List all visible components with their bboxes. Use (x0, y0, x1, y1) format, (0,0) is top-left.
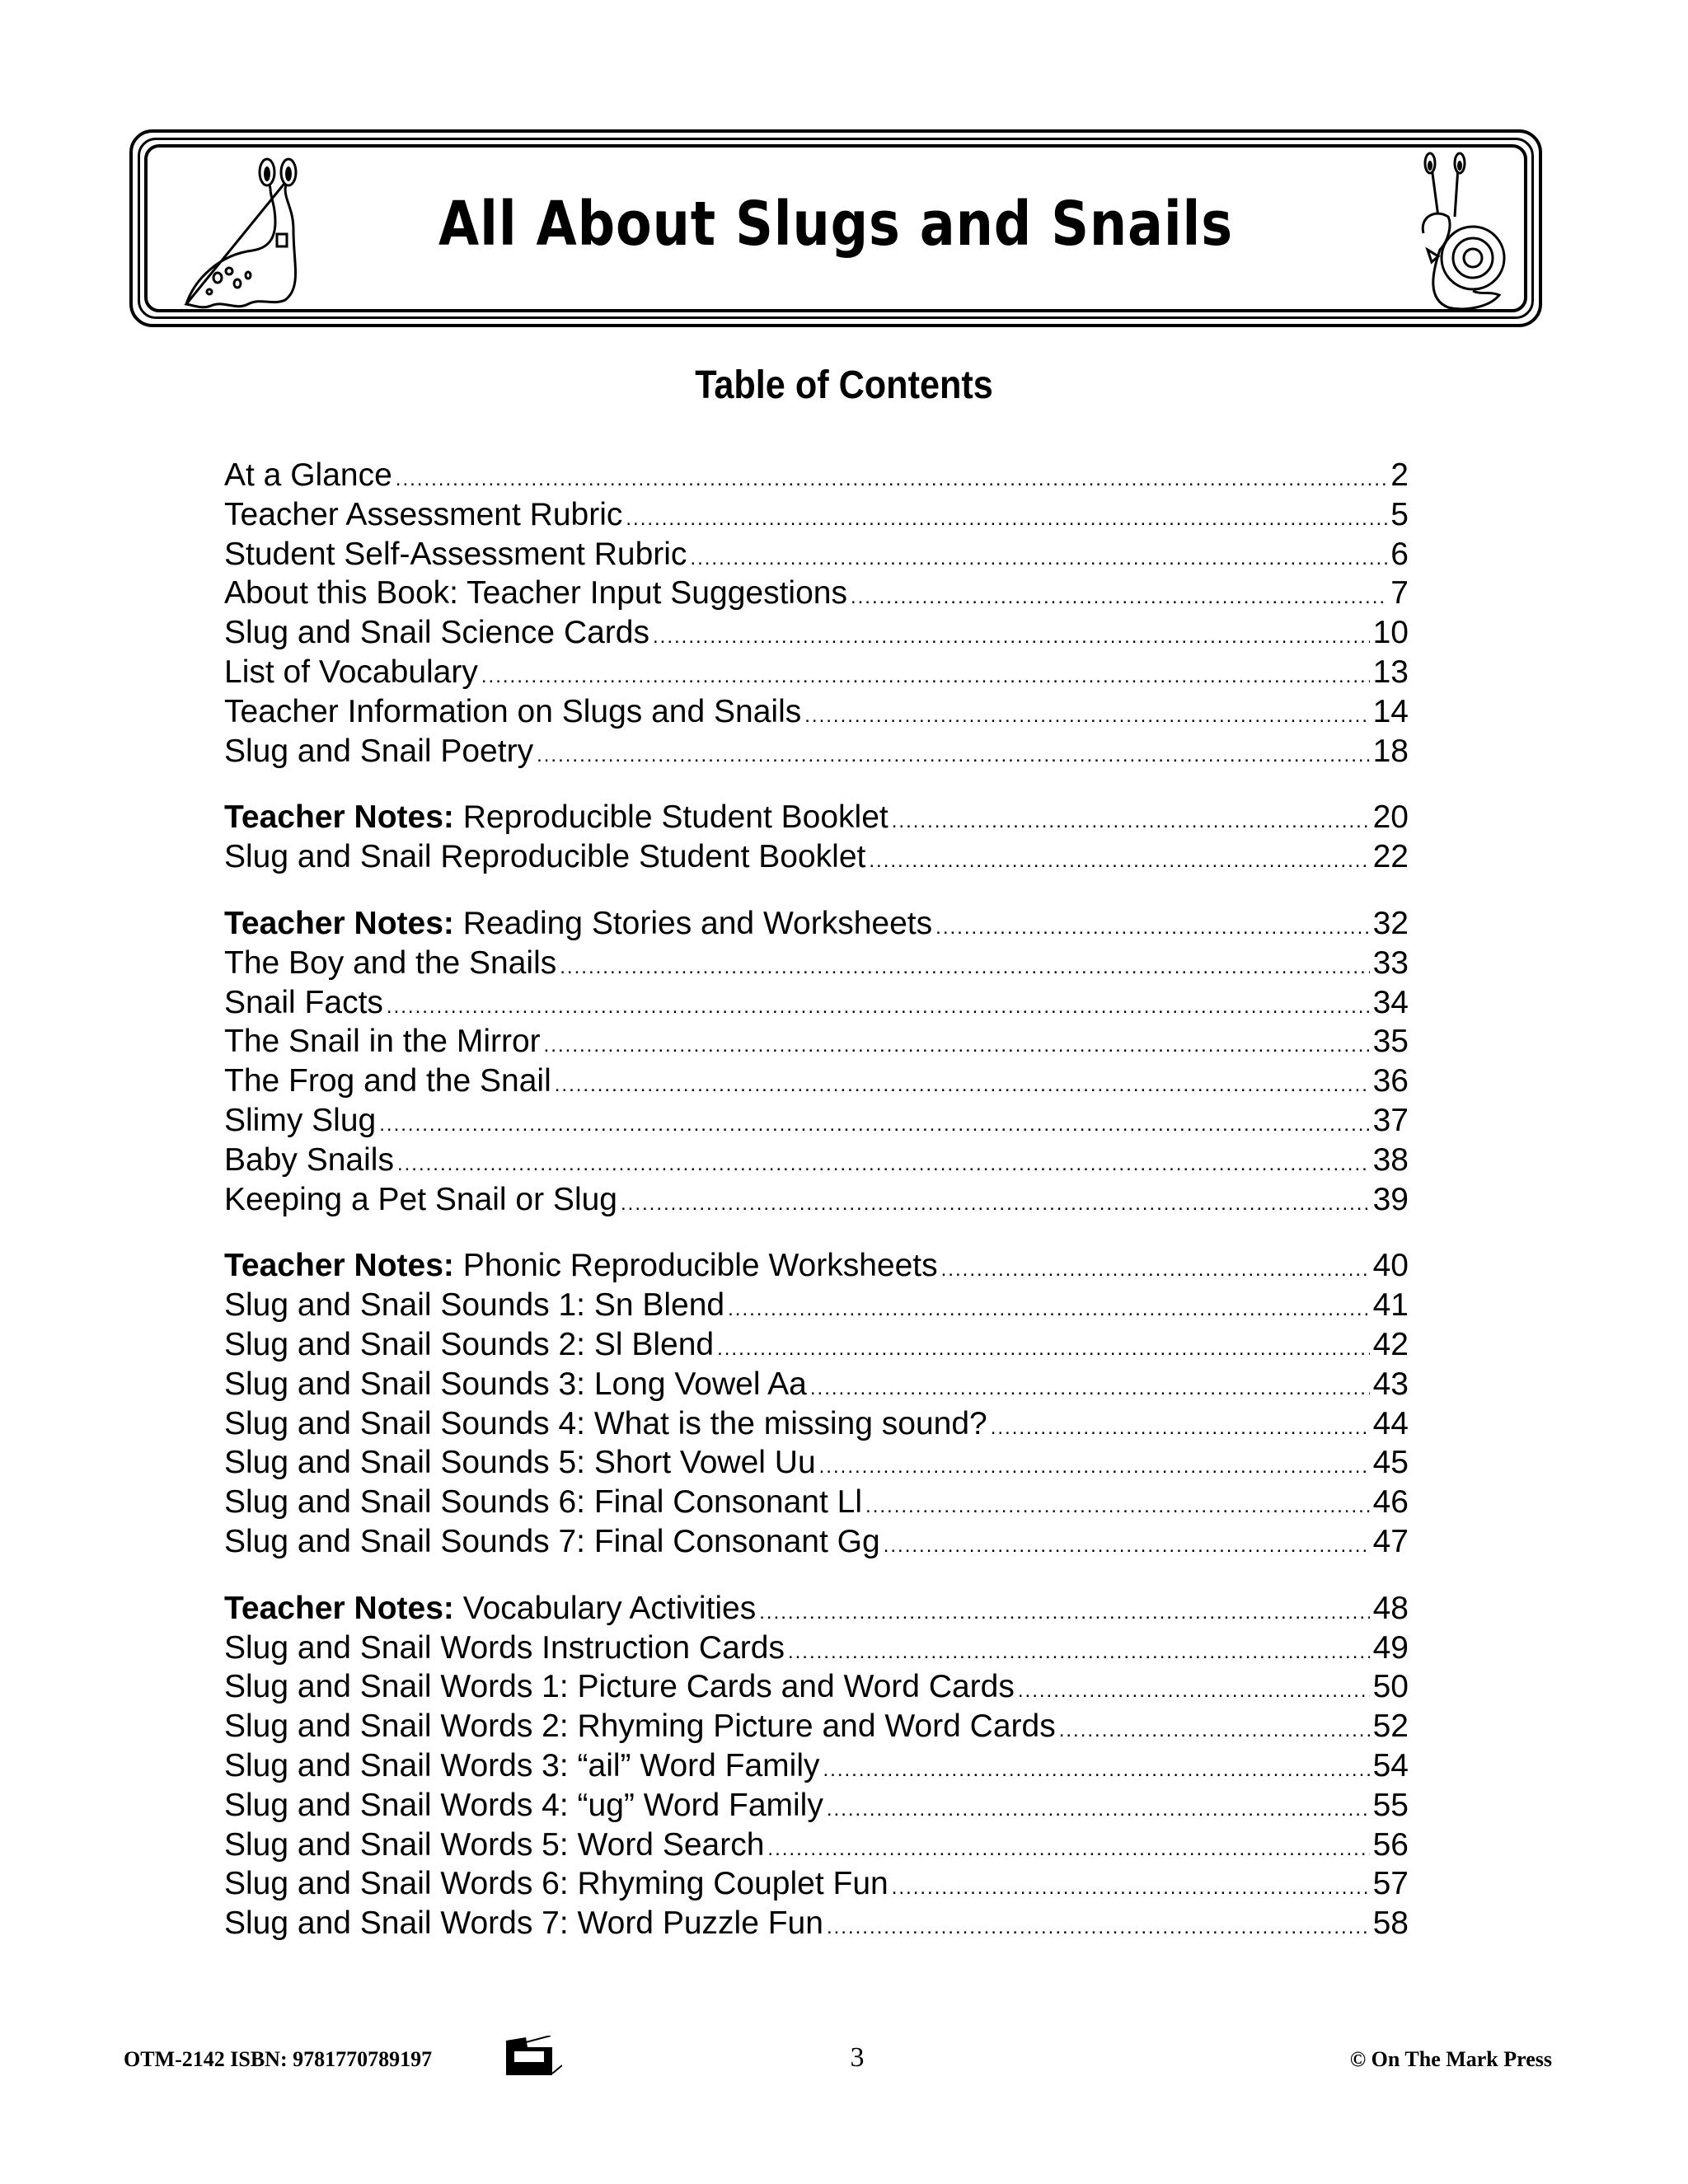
dot-leader (892, 1877, 1370, 1900)
toc-entry-page: 34 (1372, 984, 1409, 1020)
dot-leader (767, 1838, 1369, 1861)
dot-leader (827, 1798, 1370, 1821)
dot-leader (560, 956, 1369, 979)
toc-entry-label: Slug and Snail Words 5: Word Search (224, 1826, 765, 1863)
dot-leader (537, 744, 1370, 767)
toc-entry-page: 58 (1372, 1905, 1409, 1942)
product-code-isbn: OTM-2142 ISBN: 9781770789197 (124, 2047, 433, 2071)
toc-entry-page: 54 (1372, 1747, 1409, 1783)
dot-leader (544, 1034, 1370, 1057)
toc-entry-page: 33 (1372, 944, 1409, 981)
toc-group-overview (224, 457, 1409, 772)
toc-entry-label: Slug and Snail Words 6: Rhyming Couplet Fun (224, 1866, 889, 1902)
toc-entry[interactable] (224, 985, 1409, 1024)
toc-entry[interactable] (224, 906, 1409, 945)
dot-leader (819, 1455, 1370, 1479)
toc-entry-label: List of Vocabulary (224, 654, 478, 690)
toc-entry-label-wrap (224, 1248, 938, 1284)
toc-entry-page: 55 (1372, 1787, 1409, 1823)
title-banner (129, 129, 1542, 327)
dot-leader (626, 508, 1387, 531)
dot-leader (396, 468, 1388, 491)
toc-entry-label: Slug and Snail Poetry (224, 733, 534, 769)
toc-entry[interactable] (224, 1182, 1409, 1221)
toc-entry[interactable] (224, 1327, 1409, 1366)
page-number: 3 (850, 2042, 865, 2073)
toc-group-vocabulary (224, 1591, 1409, 1945)
toc-entry-label: Slug and Snail Words 7: Word Puzzle Fun (224, 1905, 823, 1942)
toc-entry-label: Student Self-Assessment Rubric (224, 536, 687, 572)
toc-entry-page: 5 (1390, 496, 1409, 532)
toc-entry-page: 36 (1372, 1063, 1409, 1099)
photocopier-icon (504, 2036, 562, 2075)
toc-entry-label: Slug and Snail Reproducible Student Booklet (224, 839, 866, 875)
toc-entry-label: Reproducible Student Booklet (462, 799, 889, 836)
toc-entry[interactable] (224, 1248, 1409, 1287)
dot-leader (481, 665, 1370, 688)
toc-entry[interactable] (224, 733, 1409, 773)
dot-leader (653, 626, 1370, 649)
toc-entry-page: 13 (1372, 654, 1409, 690)
toc-entry[interactable] (224, 1591, 1409, 1630)
dot-leader (991, 1417, 1370, 1440)
teacher-notes-prefix: Teacher Notes: (224, 799, 454, 836)
toc-entry-page: 32 (1372, 905, 1409, 941)
page-footer (124, 2036, 1552, 2077)
toc-entry-label: The Frog and the Snail (224, 1063, 551, 1099)
toc-entry-label: Slug and Snail Words 1: Picture Cards and Word Cards (224, 1669, 1015, 1705)
toc-entry-page: 41 (1372, 1287, 1409, 1324)
toc-entry-label: Snail Facts (224, 984, 383, 1020)
toc-entry-page: 18 (1372, 733, 1409, 769)
toc-entry[interactable] (224, 1287, 1409, 1327)
dot-leader (865, 1495, 1370, 1518)
toc-entry-page: 45 (1372, 1445, 1409, 1481)
toc-entry[interactable] (224, 1788, 1409, 1827)
toc-entry-page: 44 (1372, 1405, 1409, 1441)
toc-entry-page: 57 (1372, 1866, 1409, 1902)
dot-leader (379, 1113, 1369, 1137)
toc-entry-page: 50 (1372, 1669, 1409, 1705)
toc-entry-label: The Boy and the Snails (224, 944, 557, 981)
dot-leader (827, 1916, 1370, 1939)
toc-entry-page: 14 (1372, 693, 1409, 729)
toc-entry-label: Reading Stories and Worksheets (462, 905, 933, 941)
toc-entry[interactable] (224, 1024, 1409, 1063)
toc-entry-page: 49 (1372, 1629, 1409, 1666)
toc-entry-label: Baby Snails (224, 1141, 394, 1178)
toc-entry[interactable] (224, 694, 1409, 733)
toc-entry-page: 42 (1372, 1326, 1409, 1362)
toc-entry[interactable] (224, 1524, 1409, 1563)
toc-entry-page: 6 (1390, 536, 1409, 572)
toc-entry[interactable] (224, 497, 1409, 537)
toc-entry-label: Phonic Reproducible Worksheets (462, 1248, 938, 1284)
toc-entry-page: 2 (1390, 457, 1409, 493)
toc-entry-label: Slug and Snail Words 2: Rhyming Picture and Word Cards (224, 1708, 1056, 1745)
teacher-notes-prefix: Teacher Notes: (224, 1590, 454, 1626)
toc-entry[interactable] (224, 1630, 1409, 1670)
toc-entry-label: Slug and Snail Science Cards (224, 615, 649, 651)
toc-heading: Table of Contents (695, 363, 993, 407)
toc-entry[interactable] (224, 1827, 1409, 1867)
dot-leader (759, 1601, 1369, 1624)
toc-entry-label: Slug and Snail Sounds 4: What is the missing sound? (224, 1405, 987, 1441)
toc-entry-page: 10 (1372, 615, 1409, 651)
toc-entry[interactable] (224, 457, 1409, 497)
toc-entry[interactable] (224, 1866, 1409, 1905)
dot-leader (892, 810, 1370, 833)
toc-entry[interactable] (224, 1748, 1409, 1788)
toc-entry[interactable] (224, 537, 1409, 576)
dot-leader (397, 1153, 1370, 1176)
dot-leader (1018, 1680, 1370, 1703)
toc-entry-label: Slug and Snail Sounds 2: Sl Blend (224, 1326, 715, 1362)
toc-entry-label-wrap (224, 1591, 756, 1627)
toc-entry-label: Keeping a Pet Snail or Slug (224, 1181, 617, 1217)
toc-entry-page: 56 (1372, 1826, 1409, 1863)
dot-leader (690, 547, 1387, 570)
dot-leader (1059, 1719, 1370, 1742)
toc-entry-page: 35 (1372, 1024, 1409, 1060)
dot-leader (788, 1641, 1370, 1664)
toc-entry[interactable] (224, 1669, 1409, 1708)
toc-entry[interactable] (224, 1366, 1409, 1406)
toc-entry[interactable] (224, 654, 1409, 694)
toc-entry-label: At a Glance (224, 457, 392, 493)
toc-group-phonics (224, 1248, 1409, 1563)
toc-entry[interactable] (224, 1103, 1409, 1142)
toc-entry-page: 46 (1372, 1484, 1409, 1521)
toc-entry-page: 47 (1372, 1523, 1409, 1559)
table-of-contents (224, 457, 1409, 1972)
dot-leader (555, 1074, 1370, 1097)
toc-entry-label: Slug and Snail Words Instruction Cards (224, 1629, 785, 1666)
toc-entry[interactable] (224, 1484, 1409, 1524)
toc-entry[interactable] (224, 1063, 1409, 1103)
dot-leader (869, 850, 1369, 873)
toc-entry-label: Slug and Snail Sounds 3: Long Vowel Aa (224, 1366, 807, 1402)
toc-entry-label: The Snail in the Mirror (224, 1024, 541, 1060)
dot-leader (717, 1338, 1370, 1361)
toc-entry-page: 40 (1372, 1248, 1409, 1284)
dot-leader (728, 1298, 1370, 1321)
dot-leader (941, 1258, 1370, 1282)
dot-leader (810, 1377, 1370, 1400)
toc-entry-page: 52 (1372, 1708, 1409, 1745)
dot-leader (387, 996, 1370, 1019)
toc-entry-label-wrap (224, 906, 932, 942)
toc-entry[interactable] (224, 799, 1409, 839)
toc-entry-label: Vocabulary Activities (462, 1590, 757, 1626)
toc-entry[interactable] (224, 615, 1409, 654)
toc-entry-label-wrap (224, 799, 889, 836)
toc-entry-label: Slimy Slug (224, 1102, 377, 1138)
dot-leader (884, 1535, 1370, 1558)
toc-entry[interactable] (224, 1445, 1409, 1484)
toc-entry-page: 48 (1372, 1590, 1409, 1626)
teacher-notes-prefix: Teacher Notes: (224, 1248, 454, 1284)
toc-entry-label: About this Book: Teacher Input Suggestions (224, 575, 847, 612)
book-title: All About Slugs and Snails (438, 189, 1233, 260)
toc-entry-page: 39 (1372, 1181, 1409, 1217)
snail-illustration-icon (1407, 151, 1506, 316)
dot-leader (621, 1193, 1370, 1216)
toc-entry-page: 22 (1372, 839, 1409, 875)
toc-entry-label: Slug and Snail Words 4: “ug” Word Family (224, 1787, 823, 1823)
toc-entry[interactable] (224, 1142, 1409, 1182)
toc-entry-page: 37 (1372, 1102, 1409, 1138)
dot-leader (851, 586, 1387, 609)
toc-entry[interactable] (224, 1905, 1409, 1945)
publisher-copyright: © On The Mark Press (1349, 2047, 1552, 2071)
toc-entry-page: 20 (1372, 799, 1409, 836)
toc-entry[interactable] (224, 1406, 1409, 1446)
toc-entry[interactable] (224, 945, 1409, 985)
dot-leader (935, 916, 1369, 940)
toc-entry-label: Slug and Snail Sounds 1: Sn Blend (224, 1287, 725, 1324)
toc-entry-page: 38 (1372, 1141, 1409, 1178)
dot-leader (804, 705, 1369, 728)
toc-entry[interactable] (224, 839, 1409, 879)
toc-entry-label: Slug and Snail Sounds 7: Final Consonant Gg (224, 1523, 880, 1559)
dot-leader (823, 1759, 1370, 1782)
toc-entry[interactable] (224, 575, 1409, 615)
toc-entry-label: Slug and Snail Sounds 5: Short Vowel Uu (224, 1445, 816, 1481)
teacher-notes-prefix: Teacher Notes: (224, 905, 454, 941)
toc-entry-label: Teacher Information on Slugs and Snails (224, 693, 802, 729)
toc-entry-label: Slug and Snail Words 3: “ail” Word Family (224, 1747, 820, 1783)
toc-group-reading-stories (224, 906, 1409, 1221)
toc-entry-page: 7 (1390, 575, 1409, 612)
toc-entry[interactable] (224, 1708, 1409, 1748)
toc-entry-label: Teacher Assessment Rubric (224, 496, 623, 532)
toc-entry-page: 43 (1372, 1366, 1409, 1402)
toc-entry-label: Slug and Snail Sounds 6: Final Consonant Ll (224, 1484, 863, 1521)
toc-group-student-booklet (224, 799, 1409, 879)
